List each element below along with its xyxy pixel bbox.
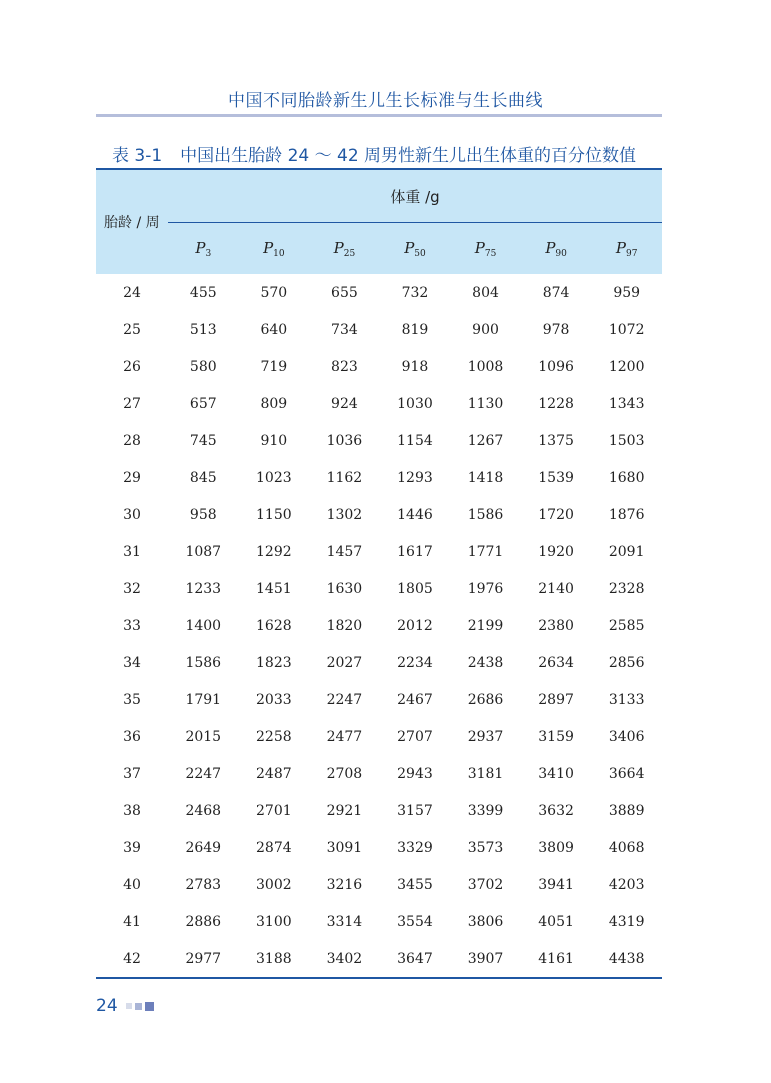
cell-weight-p25: 823	[331, 358, 358, 375]
cell-gestational-age: 40	[123, 876, 141, 893]
cell-weight-p25: 3216	[326, 876, 363, 893]
cell-weight-p50: 3647	[380, 940, 451, 978]
page-footer	[96, 996, 154, 1016]
cell-weight-p75: 1008	[467, 358, 504, 375]
percentile-symbol: P	[474, 238, 485, 257]
table-row	[96, 718, 662, 755]
cell-weight-p3: 513	[189, 321, 217, 338]
percentile-subscript: 75	[484, 248, 497, 259]
cell-weight-p90: 1375	[538, 432, 574, 449]
cell-gestational-age: 29	[123, 469, 141, 486]
cell-weight-p97: 1343	[608, 395, 645, 412]
cell-weight-p10: 2701	[256, 802, 292, 819]
cell-weight-p10: 2033	[256, 691, 292, 708]
cell-weight-p10: 719	[260, 358, 288, 375]
table-row	[96, 459, 662, 496]
cell-weight-p25: 1302	[326, 506, 363, 523]
cell-weight-p10: 1451	[256, 580, 292, 597]
cell-gestational-age: 25	[123, 321, 141, 338]
cell-weight-p50: 3329	[397, 839, 433, 856]
cell-weight-p10: 1150	[256, 506, 292, 523]
cell-weight-p25: 3314	[326, 913, 363, 930]
table-row	[96, 348, 662, 385]
cell-weight-p90: 4161	[521, 940, 592, 978]
cell-weight-p3: 845	[189, 469, 217, 486]
cell-weight-p25: 1820	[326, 617, 363, 634]
cell-weight-p50: 3455	[397, 876, 433, 893]
cell-weight-p25: 924	[331, 395, 358, 412]
cell-weight-p90: 2634	[538, 654, 574, 671]
cell-weight-p10: 910	[260, 432, 288, 449]
cell-weight-p97: 4203	[608, 876, 645, 893]
percentile-subscript: 90	[555, 248, 567, 259]
cell-weight-p97: 1503	[608, 432, 645, 449]
header-rule	[96, 114, 662, 117]
cell-weight-p25: 2247	[326, 691, 363, 708]
table-row	[96, 311, 662, 348]
cell-weight-p10: 3100	[256, 913, 292, 930]
cell-gestational-age: 41	[123, 913, 141, 930]
cell-weight-p50: 2467	[397, 691, 433, 708]
cell-weight-p75: 2686	[467, 691, 504, 708]
cell-gestational-age: 27	[123, 395, 141, 412]
cell-weight-p97: 2328	[608, 580, 645, 597]
cell-weight-p97: 4438	[591, 940, 662, 978]
cell-weight-p90: 3941	[538, 876, 574, 893]
cell-weight-p25: 1036	[326, 432, 363, 449]
header-percentile-p90	[521, 223, 592, 275]
table-row	[96, 496, 662, 533]
cell-gestational-age: 35	[123, 691, 141, 708]
cell-gestational-age: 24	[123, 284, 141, 301]
cell-weight-p97: 2585	[608, 617, 645, 634]
cell-weight-p75: 900	[472, 321, 499, 338]
cell-weight-p10: 1023	[256, 469, 292, 486]
cell-weight-p90: 3809	[538, 839, 574, 856]
cell-weight-p10: 2487	[256, 765, 292, 782]
percentile-subscript: 50	[414, 248, 426, 259]
cell-gestational-age: 39	[123, 839, 141, 856]
table-caption: 中国出生胎龄 24 ～ 42 周男性新生儿出生体重的百分位数值	[180, 146, 637, 166]
decorative-square	[135, 1003, 142, 1010]
header-percentile-p97	[591, 223, 662, 275]
cell-weight-p90: 4051	[538, 913, 574, 930]
percentile-subscript: 3	[205, 248, 212, 259]
cell-weight-p25: 3091	[326, 839, 363, 856]
cell-weight-p97: 2856	[608, 654, 645, 671]
table-row	[96, 644, 662, 681]
header-percentile-p50	[380, 223, 451, 275]
percentile-symbol: P	[404, 238, 415, 257]
cell-weight-p75: 2199	[467, 617, 504, 634]
cell-weight-p3: 1233	[185, 580, 222, 597]
cell-weight-p10: 3002	[256, 876, 292, 893]
cell-weight-p3: 1400	[185, 617, 222, 634]
table-row	[96, 792, 662, 829]
cell-weight-p90: 874	[542, 284, 570, 301]
cell-weight-p3: 580	[189, 358, 217, 375]
cell-weight-p50: 732	[401, 284, 429, 301]
table-row	[96, 607, 662, 644]
cell-gestational-age: 30	[123, 506, 141, 523]
data-table-container	[96, 168, 662, 979]
cell-weight-p3: 1087	[185, 543, 222, 560]
cell-gestational-age: 42	[96, 940, 168, 978]
table-row	[96, 422, 662, 459]
cell-weight-p3: 2783	[185, 876, 222, 893]
table-row	[96, 903, 662, 940]
percentile-symbol: P	[195, 238, 206, 257]
percentile-subscript: 25	[343, 248, 356, 259]
cell-weight-p75: 2438	[467, 654, 504, 671]
cell-weight-p75: 2937	[467, 728, 504, 745]
cell-weight-p10: 809	[260, 395, 288, 412]
cell-gestational-age: 32	[123, 580, 141, 597]
cell-weight-p3: 2886	[185, 913, 222, 930]
cell-weight-p75: 1267	[467, 432, 504, 449]
cell-weight-p10: 1628	[256, 617, 292, 634]
cell-weight-p3: 1586	[185, 654, 222, 671]
cell-weight-p75: 3806	[467, 913, 504, 930]
cell-weight-p50: 1805	[397, 580, 433, 597]
header-percentile-p25	[309, 223, 380, 275]
cell-weight-p50: 3157	[397, 802, 433, 819]
cell-weight-p97: 3664	[608, 765, 645, 782]
cell-weight-p10: 570	[260, 284, 288, 301]
header-gestational-age: 胎龄 / 周	[96, 169, 168, 274]
cell-weight-p10: 640	[260, 321, 288, 338]
cell-weight-p50: 1030	[397, 395, 433, 412]
cell-weight-p3: 2468	[185, 802, 222, 819]
decorative-square	[145, 1002, 154, 1011]
cell-weight-p97: 1876	[608, 506, 645, 523]
cell-weight-p90: 1539	[538, 469, 574, 486]
cell-weight-p3: 657	[189, 395, 217, 412]
decorative-square	[126, 1003, 132, 1009]
cell-weight-p10: 1823	[256, 654, 292, 671]
cell-weight-p97: 1680	[608, 469, 645, 486]
cell-weight-p90: 1228	[538, 395, 574, 412]
cell-weight-p90: 3410	[538, 765, 574, 782]
cell-gestational-age: 34	[123, 654, 141, 671]
cell-weight-p3: 2015	[185, 728, 222, 745]
table-row	[96, 755, 662, 792]
cell-weight-p25: 2027	[326, 654, 363, 671]
header-percentile-p75	[450, 223, 521, 275]
cell-weight-p25: 2921	[326, 802, 363, 819]
cell-weight-p75: 804	[472, 284, 499, 301]
cell-weight-p25: 1630	[326, 580, 363, 597]
cell-weight-p25: 655	[331, 284, 358, 301]
cell-weight-p50: 2943	[397, 765, 433, 782]
cell-gestational-age: 31	[123, 543, 141, 560]
cell-weight-p50: 1617	[397, 543, 433, 560]
data-table	[96, 168, 662, 979]
percentile-symbol: P	[263, 238, 274, 257]
percentile-subscript: 97	[626, 248, 638, 259]
cell-weight-p97: 3133	[608, 691, 645, 708]
cell-weight-p75: 3573	[467, 839, 504, 856]
cell-weight-p90: 978	[542, 321, 570, 338]
cell-weight-p10: 1292	[256, 543, 292, 560]
cell-weight-p50: 819	[401, 321, 429, 338]
header-percentile-p10	[239, 223, 310, 275]
cell-weight-p3: 2649	[185, 839, 222, 856]
percentile-header-row	[96, 223, 662, 275]
running-header: 中国不同胎龄新生儿生长标准与生长曲线	[228, 91, 543, 111]
cell-weight-p75: 3907	[450, 940, 521, 978]
cell-weight-p90: 2140	[538, 580, 574, 597]
cell-weight-p90: 1096	[538, 358, 574, 375]
table-row	[96, 940, 662, 978]
cell-weight-p97: 3889	[608, 802, 645, 819]
cell-weight-p97: 1072	[608, 321, 645, 338]
cell-weight-p3: 745	[189, 432, 217, 449]
cell-weight-p3: 2247	[185, 765, 222, 782]
cell-weight-p25: 734	[331, 321, 358, 338]
header-weight: 体重 /g	[168, 169, 662, 223]
cell-weight-p75: 1586	[467, 506, 504, 523]
cell-weight-p50: 1446	[397, 506, 433, 523]
cell-weight-p75: 1418	[467, 469, 504, 486]
cell-weight-p97: 1200	[608, 358, 645, 375]
cell-gestational-age: 36	[123, 728, 141, 745]
cell-gestational-age: 26	[123, 358, 141, 375]
cell-weight-p50: 2234	[397, 654, 433, 671]
percentile-symbol: P	[545, 238, 556, 257]
cell-gestational-age: 38	[123, 802, 141, 819]
cell-weight-p75: 1976	[467, 580, 504, 597]
table-row	[96, 274, 662, 311]
cell-weight-p90: 3632	[538, 802, 574, 819]
cell-weight-p25: 1457	[326, 543, 363, 560]
cell-weight-p25: 2477	[326, 728, 363, 745]
percentile-symbol: P	[615, 238, 626, 257]
cell-weight-p97: 959	[613, 284, 641, 301]
cell-gestational-age: 33	[123, 617, 141, 634]
cell-weight-p90: 1720	[538, 506, 574, 523]
cell-weight-p3: 958	[189, 506, 217, 523]
table-row	[96, 681, 662, 718]
percentile-symbol: P	[333, 238, 344, 257]
cell-gestational-age: 28	[123, 432, 141, 449]
cell-weight-p10: 2258	[256, 728, 292, 745]
table-body	[96, 274, 662, 978]
cell-weight-p25: 3402	[309, 940, 380, 978]
cell-weight-p75: 3181	[467, 765, 504, 782]
cell-weight-p90: 2897	[538, 691, 574, 708]
cell-weight-p3: 1791	[185, 691, 222, 708]
table-row	[96, 533, 662, 570]
cell-weight-p50: 918	[401, 358, 429, 375]
cell-weight-p97: 3406	[608, 728, 645, 745]
percentile-subscript: 10	[273, 248, 285, 259]
cell-weight-p50: 1154	[397, 432, 433, 449]
cell-weight-p25: 1162	[326, 469, 363, 486]
cell-weight-p50: 2012	[397, 617, 433, 634]
cell-weight-p97: 2091	[608, 543, 645, 560]
cell-weight-p50: 1293	[397, 469, 433, 486]
cell-weight-p10: 2874	[256, 839, 292, 856]
cell-weight-p75: 1130	[467, 395, 504, 412]
cell-weight-p90: 1920	[538, 543, 574, 560]
table-row	[96, 866, 662, 903]
cell-gestational-age: 37	[123, 765, 141, 782]
cell-weight-p25: 2708	[326, 765, 363, 782]
cell-weight-p75: 3399	[467, 802, 504, 819]
cell-weight-p90: 3159	[538, 728, 574, 745]
table-row	[96, 570, 662, 607]
cell-weight-p50: 2707	[397, 728, 433, 745]
header-percentile-p3	[168, 223, 239, 275]
cell-weight-p97: 4068	[608, 839, 645, 856]
table-number: 表 3-1	[112, 146, 163, 166]
cell-weight-p50: 3554	[397, 913, 433, 930]
cell-weight-p90: 2380	[538, 617, 574, 634]
table-row	[96, 829, 662, 866]
cell-weight-p75: 3702	[467, 876, 504, 893]
cell-weight-p3: 455	[189, 284, 217, 301]
page-number: 24	[96, 996, 118, 1016]
cell-weight-p3: 2977	[168, 940, 239, 978]
table-row	[96, 385, 662, 422]
cell-weight-p10: 3188	[239, 940, 310, 978]
cell-weight-p97: 4319	[608, 913, 645, 930]
table-title	[112, 141, 636, 166]
cell-weight-p75: 1771	[467, 543, 504, 560]
